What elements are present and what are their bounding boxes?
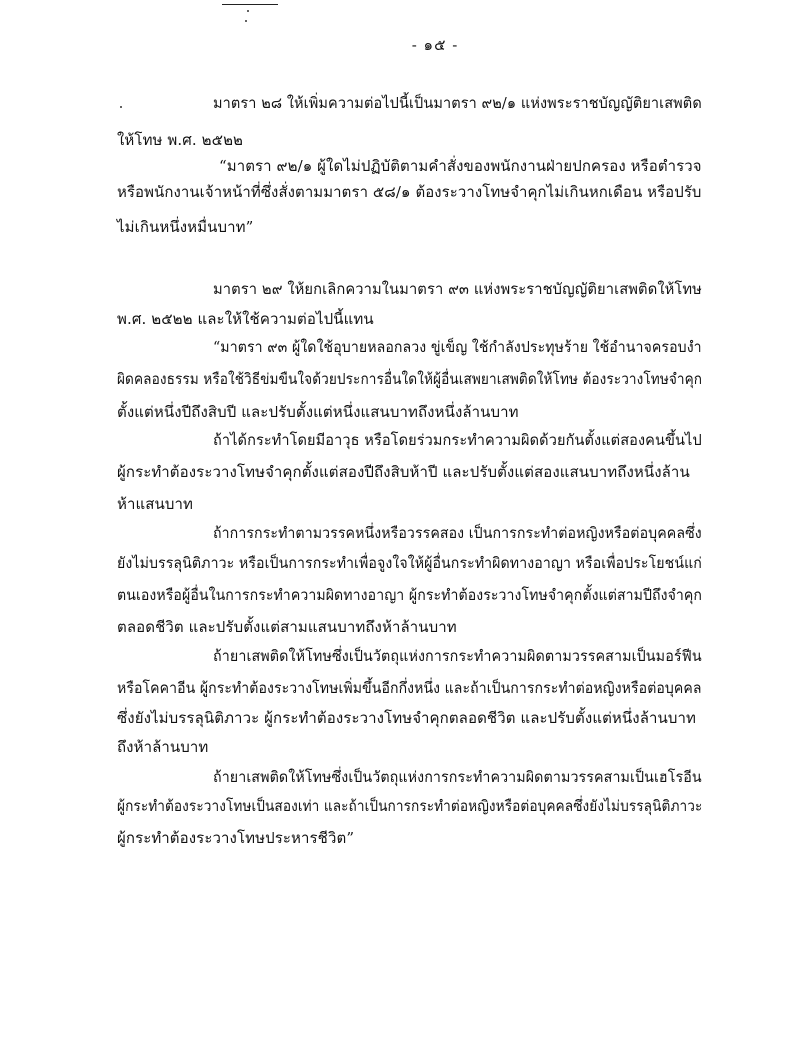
scan-speck — [247, 10, 249, 12]
paragraph-4-line-4: ถึงห้าล้านบาท — [117, 738, 209, 756]
section-29-line-2: พ.ศ. ๒๕๒๒ และให้ใช้ความต่อไปนี้แทน — [117, 310, 374, 328]
paragraph-2-line-3: ห้าแสนบาท — [117, 495, 194, 513]
quote-92-1-line-1: “มาตรา ๙๒/๑ ผู้ใดไม่ปฏิบัติตามคำสั่งของพนักงานฝ่ายปกครอง หรือตำรวจ — [219, 157, 702, 175]
paragraph-5-line-1: ถ้ายาเสพติดให้โทษซึ่งเป็นวัตถุแห่งการกระทำความผิดตามวรรคสามเป็นเฮโรอีน — [213, 768, 702, 786]
quote-93-p1-line-2: ผิดคลองธรรม หรือใช้วิธีข่มขืนใจด้วยประการอื่นใดให้ผู้อื่นเสพยาเสพติดให้โทษ ต้องระวางโทษจำคุก — [117, 370, 703, 388]
paragraph-3-line-4: ตลอดชีวิต และปรับตั้งแต่สามแสนบาทถึงห้าล้านบาท — [117, 618, 457, 636]
quote-92-1-line-3: ไม่เกินหนึ่งหมื่นบาท” — [117, 218, 254, 236]
paragraph-5-line-2: ผู้กระทำต้องระวางโทษเป็นสองเท่า และถ้าเป็นการกระทำต่อหญิงหรือต่อบุคคลซึ่งยังไม่บรรลุนิติภาวะ — [117, 797, 703, 815]
scan-speck — [120, 106, 122, 108]
paragraph-4-line-1: ถ้ายาเสพติดให้โทษซึ่งเป็นวัตถุแห่งการกระทำความผิดตามวรรคสามเป็นมอร์ฟีน — [213, 647, 702, 665]
paragraph-2-line-1: ถ้าได้กระทำโดยมีอาวุธ หรือโดยร่วมกระทำความผิดด้วยกันตั้งแต่สองคนขึ้นไป — [213, 431, 702, 449]
top-rule — [222, 4, 278, 5]
section-28-line-1: มาตรา ๒๘ ให้เพิ่มความต่อไปนี้เป็นมาตรา ๙๒/๑ แห่งพระราชบัญญัติยาเสพติด — [213, 94, 702, 112]
section-28-line-2: ให้โทษ พ.ศ. ๒๕๒๒ — [117, 131, 244, 149]
section-29-line-1: มาตรา ๒๙ ให้ยกเลิกความในมาตรา ๙๓ แห่งพระราชบัญญัติยาเสพติดให้โทษ — [213, 280, 702, 298]
paragraph-3-line-1: ถ้าการกระทำตามวรรคหนึ่งหรือวรรคสอง เป็นการกระทำต่อหญิงหรือต่อบุคคลซึ่ง — [213, 524, 702, 542]
paragraph-3-line-2: ยังไม่บรรลุนิติภาวะ หรือเป็นการกระทำเพื่อจูงใจให้ผู้อื่นกระทำผิดทางอาญา หรือเพื่อประโยชน์แก่ — [117, 554, 702, 572]
paragraph-4-line-2: หรือโคคาอีน ผู้กระทำต้องระวางโทษเพิ่มขึ้นอีกกึ่งหนึ่ง และถ้าเป็นการกระทำต่อหญิงหรือต่อบุคคล — [117, 679, 702, 697]
quote-92-1-line-2: หรือพนักงานเจ้าหน้าที่ซึ่งสั่งตามมาตรา ๕๘/๑ ต้องระวางโทษจำคุกไม่เกินหกเดือน หรือปรับ — [117, 183, 702, 201]
quote-93-p1-line-1: “มาตรา ๙๓ ผู้ใดใช้อุบายหลอกลวง ขู่เข็ญ ใช้กำลังประทุษร้าย ใช้อำนาจครอบงำ — [213, 338, 702, 356]
page-number: - ๑๕ - — [411, 36, 459, 54]
quote-93-p1-line-3: ตั้งแต่หนึ่งปีถึงสิบปี และปรับตั้งแต่หนึ่งแสนบาทถึงหนึ่งล้านบาท — [117, 403, 519, 421]
paragraph-5-line-3: ผู้กระทำต้องระวางโทษประหารชีวิต” — [117, 829, 355, 847]
scan-speck — [245, 20, 247, 22]
paragraph-2-line-2: ผู้กระทำต้องระวางโทษจำคุกตั้งแต่สองปีถึงสิบห้าปี และปรับตั้งแต่สองแสนบาทถึงหนึ่งล้าน — [117, 463, 690, 481]
paragraph-4-line-3: ซึ่งยังไม่บรรลุนิติภาวะ ผู้กระทำต้องระวางโทษจำคุกตลอดชีวิต และปรับตั้งแต่หนึ่งล้านบาท — [117, 709, 696, 727]
paragraph-3-line-3: ตนเองหรือผู้อื่นในการกระทำความผิดทางอาญา ผู้กระทำต้องระวางโทษจำคุกตั้งแต่สามปีถึงจำคุก — [117, 586, 703, 604]
